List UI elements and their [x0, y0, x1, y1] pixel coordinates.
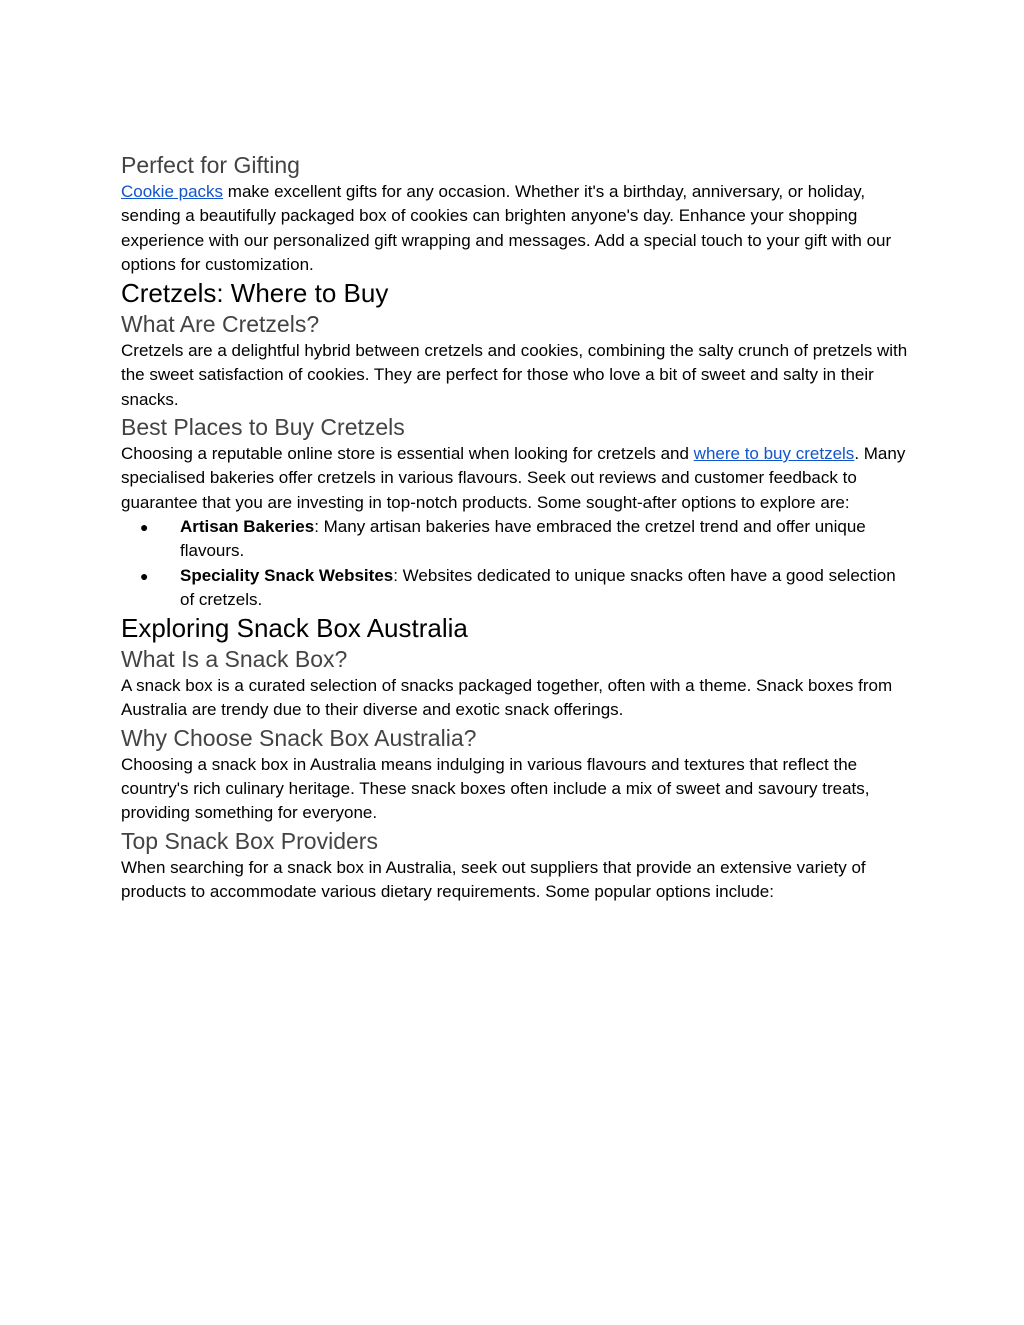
list-item-text: : Websites dedicated to unique snacks often have a good selection of cretzels. [180, 565, 896, 609]
what-are-cretzels-heading: What Are Cretzels? [121, 311, 320, 338]
list-item-label: Speciality Snack Websites [180, 565, 394, 585]
what-are-cretzels-paragraph: Cretzels are a delightful hybrid between cretzels and cookies, combining the salty crunch of pretzels with the sweet satisfaction of cookies. They are perfect for those who love a bit of sweet and salty in their snacks. [121, 341, 908, 409]
best-places-text-before: Choosing a reputable online store is essential when looking for cretzels and [121, 444, 694, 464]
gifting-paragraph [121, 180, 911, 277]
snackbox-heading: Exploring Snack Box Australia [121, 613, 468, 644]
cretzel-options-list [121, 515, 911, 612]
list-item [121, 515, 911, 564]
top-providers-paragraph: When searching for a snack box in Australia, seek out suppliers that provide an extensive variety of products to accommodate various dietary requirements. Some popular options include: [121, 857, 866, 901]
best-places-text-after: . Many specialised bakeries offer cretzels in various flavours. Seek out reviews and customer feedback to guarantee that you are investing in top-notch products. Some sought-after options to explore are: [121, 444, 906, 512]
list-item-text: : Many artisan bakeries have embraced the cretzel trend and offer unique flavours. [180, 516, 866, 561]
what-is-snackbox-paragraph: A snack box is a curated selection of snacks packaged together, often with a theme. Snack boxes from Australia are trendy due to their diverse and exotic snack offerings. [121, 676, 893, 720]
top-providers-heading: Top Snack Box Providers [121, 827, 378, 854]
bullet-icon: ● [140, 518, 149, 535]
document-page [121, 150, 911, 904]
best-places-heading: Best Places to Buy Cretzels [121, 414, 405, 441]
where-to-buy-cretzels-link[interactable]: where to buy cretzels [693, 444, 855, 464]
why-snackbox-heading: Why Choose Snack Box Australia? [121, 724, 477, 751]
why-snackbox-paragraph: Choosing a snack box in Australia means indulging in various flavours and textures that reflect the country's rich culinary heritage. These snack boxes often include a mix of sweet and savoury treats, providing something for everyone. [121, 754, 870, 823]
bullet-icon: ● [140, 567, 149, 584]
list-item-label: Artisan Bakeries [180, 516, 315, 536]
gifting-body-text: make excellent gifts for any occasion. Whether it's a birthday, anniversary, or holiday, sending a beautifully packaged box of cookies can brighten anyone's day. Enhance your shopping experience with our personalized gift wrapping and messages. Add a special touch to your gift with our options for customization. [121, 182, 892, 274]
cretzels-heading: Cretzels: Where to Buy [121, 278, 389, 309]
what-is-snackbox-heading: What Is a Snack Box? [121, 646, 348, 673]
list-item [121, 564, 911, 613]
cookie-packs-link[interactable]: Cookie packs [121, 182, 224, 201]
gifting-heading: Perfect for Gifting [121, 152, 300, 178]
best-places-paragraph [121, 442, 911, 515]
